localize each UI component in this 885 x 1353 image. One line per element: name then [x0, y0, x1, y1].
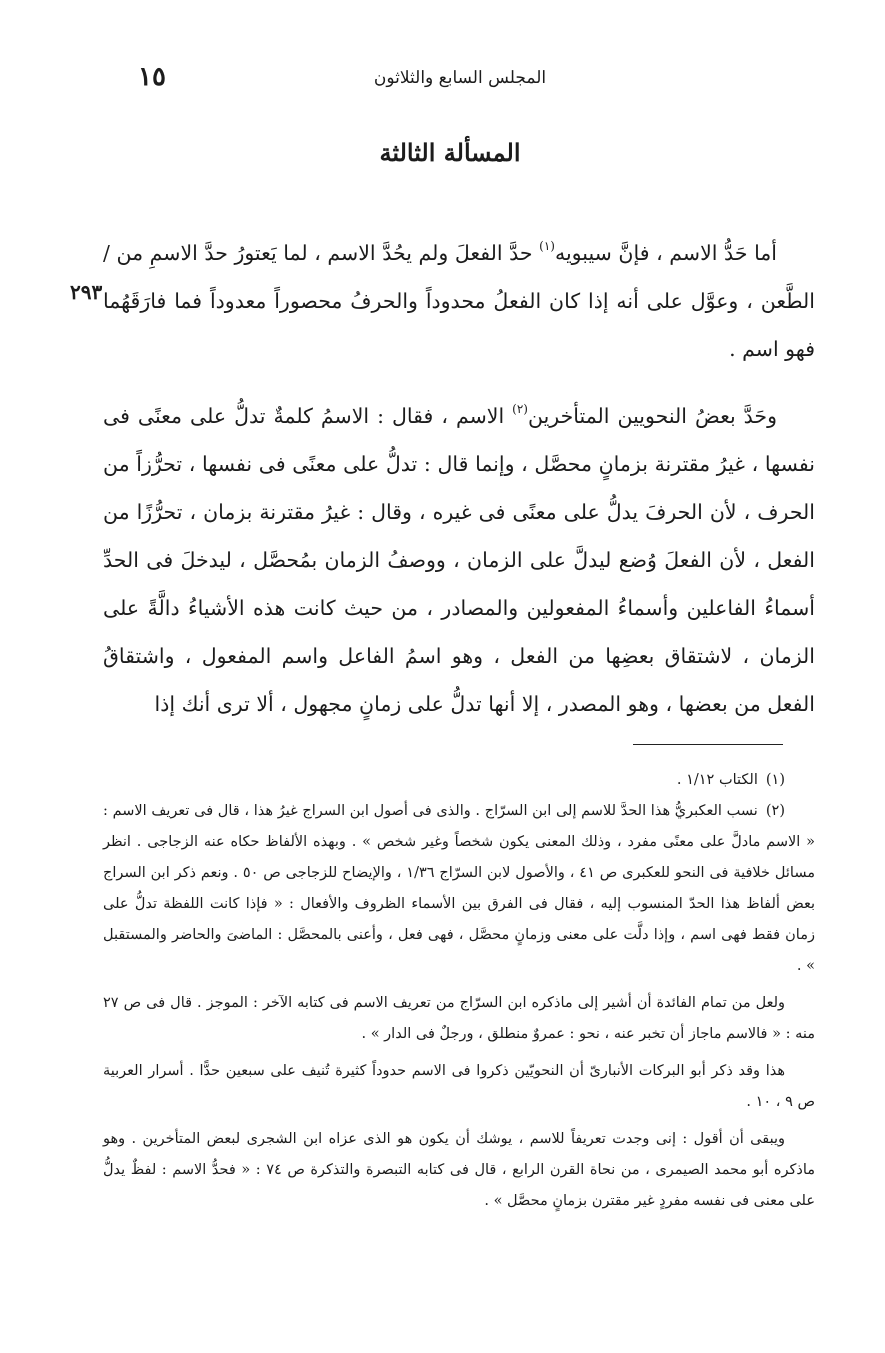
body-text [103, 222, 815, 728]
footnote-ref-1: (١) [539, 239, 555, 253]
paragraph-1-text-a: أما حَدُّ الاسم ، فإنَّ سيبويه [554, 241, 777, 265]
paragraph-2 [103, 385, 815, 728]
running-header [120, 62, 800, 98]
section-title: المسألة الثالثة [379, 138, 521, 167]
footnote-3-text: ولعل من تمام الفائدة أن أشير إلى ماذكره ابن السرّاج من تعريف الاسم فى كتابه الآخر : الموجز . قال فى ص ٢٧ منه : « فالاسم ماجاز أن تخبر عنه ، نحو : عمروٌ منطلق ، ورجلٌ فى الدار » . [103, 995, 815, 1042]
footnote-1 [103, 765, 815, 796]
footnote-4-text: هذا وقد ذكر أبو البركات الأنبارىّ أن النحويّين ذكروا فى الاسم حدوداً كثيرة تُنيف على سبعين حدًّا . أسرار العربية ص ٩ ، ١٠ . [103, 1063, 815, 1110]
footnote-2 [103, 796, 815, 982]
footnote-separator [633, 744, 783, 745]
chapter-title: المجلس السابع والثلاثون [373, 68, 547, 88]
paragraph-1-text-b: حدَّ الفعلَ ولم يحُدَّ الاسم ، لما يَعتورُ حدَّ الاسمِ من / الطَّعن ، وعوَّل على أنه إذا كان الفعلُ محدوداً والحرفُ محصوراً معدوداً فما فارَقَهُما فهو اسم . [103, 241, 815, 361]
footnote-2-continued-3 [103, 1124, 815, 1217]
footnote-2-continued-2 [103, 1056, 815, 1118]
footnotes [103, 765, 815, 1217]
margin-page-reference: ٢٩٣ [70, 280, 103, 304]
footnote-2-text: نسب العكبريُّ هذا الحدَّ للاسم إلى ابن السرّاج . والذى فى أصول ابن السراج غيرُ هذا ، قال فى تعريف الاسم : « الاسم مادلَّ على معنًى مفرد ، وذلك المعنى يكون شخصاً وغير شخص » . وبهذه الألفاظ حكاه عنه الزجاجى . انظر مسائل خلافية فى النحو للعكبرى ص ٤١ ، والأصول لابن السرّاج ١/٣٦ ، والإيضاح للزجاجى ص ٥٠ . ونعم ذكر ابن السراج بعض ألفاظ هذا الحدّ المنسوب إليه ، فقال فى الفرق بين الأسماء الظروف والأفعال : « فإذا كانت اللفظة تدلُّ على زمان فقط فهى اسم ، وإذا دلَّت على معنى وزمانٍ محصَّل ، فهى فعل ، وأعنى بالمحصَّل : الماضىَ والحاضر والمستقبل » . [103, 803, 816, 974]
footnote-2-continued-1 [103, 988, 815, 1050]
paragraph-2-text-a: وحَدَّ بعضُ النحويين المتأخرين [527, 404, 777, 428]
paragraph-1 [103, 222, 815, 373]
footnote-1-number: (١) [765, 772, 785, 788]
footnote-ref-2: (٢) [512, 402, 528, 416]
footnote-2-number: (٢) [765, 803, 785, 819]
footnote-1-text: الكتاب ١/١٢ . [676, 772, 758, 788]
paragraph-2-text-b: الاسم ، فقال : الاسمُ كلمةٌ تدلُّ على معنًى فى نفسها ، غيرُ مقترنة بزمانٍ محصَّل ، وإنما قال : تدلُّ على معنًى فى نفسها ، تحرُّزاً من الحرف ، لأن الحرفَ يدلُّ على معنًى فى غيره ، وقال : غيرُ مقترنة بزمان ، تحرُّزًا من الفعل ، لأن الفعلَ وُضع ليدلَّ على الزمان ، ووصفُ الزمان بمُحصَّل ، ليدخلَ فى الحدِّ أسماءُ الفاعلين وأسماءُ المفعولين والمصادر ، من حيث كانت هذه الأشياءُ دالَّةً على الزمان ، لاشتقاق بعضِها من الفعل ، وهو اسمُ الفاعل واسم المفعول ، واشتقاقُ الفعل من بعضها ، وهو المصدر ، إلا أنها تدلُّ على زمانٍ مجهول ، ألا ترى أنك إذا [103, 404, 815, 716]
page-number: ١٥ [138, 62, 166, 92]
footnote-5-text: ويبقى أن أقول : إنى وجدت تعريفاً للاسم ، يوشك أن يكون هو الذى عزاه ابن الشجرى لبعض المتأخرين . وهو ماذكره أبو محمد الصيمرى ، من نحاة القرن الرابع ، قال فى كتابه التبصرة والتذكرة ص ٧٤ : « فحدُّ الاسم : لفظٌ يدلُّ على معنى فى نفسه مفردٍ غير مقترن بزمانٍ محصَّل » . [103, 1131, 816, 1209]
